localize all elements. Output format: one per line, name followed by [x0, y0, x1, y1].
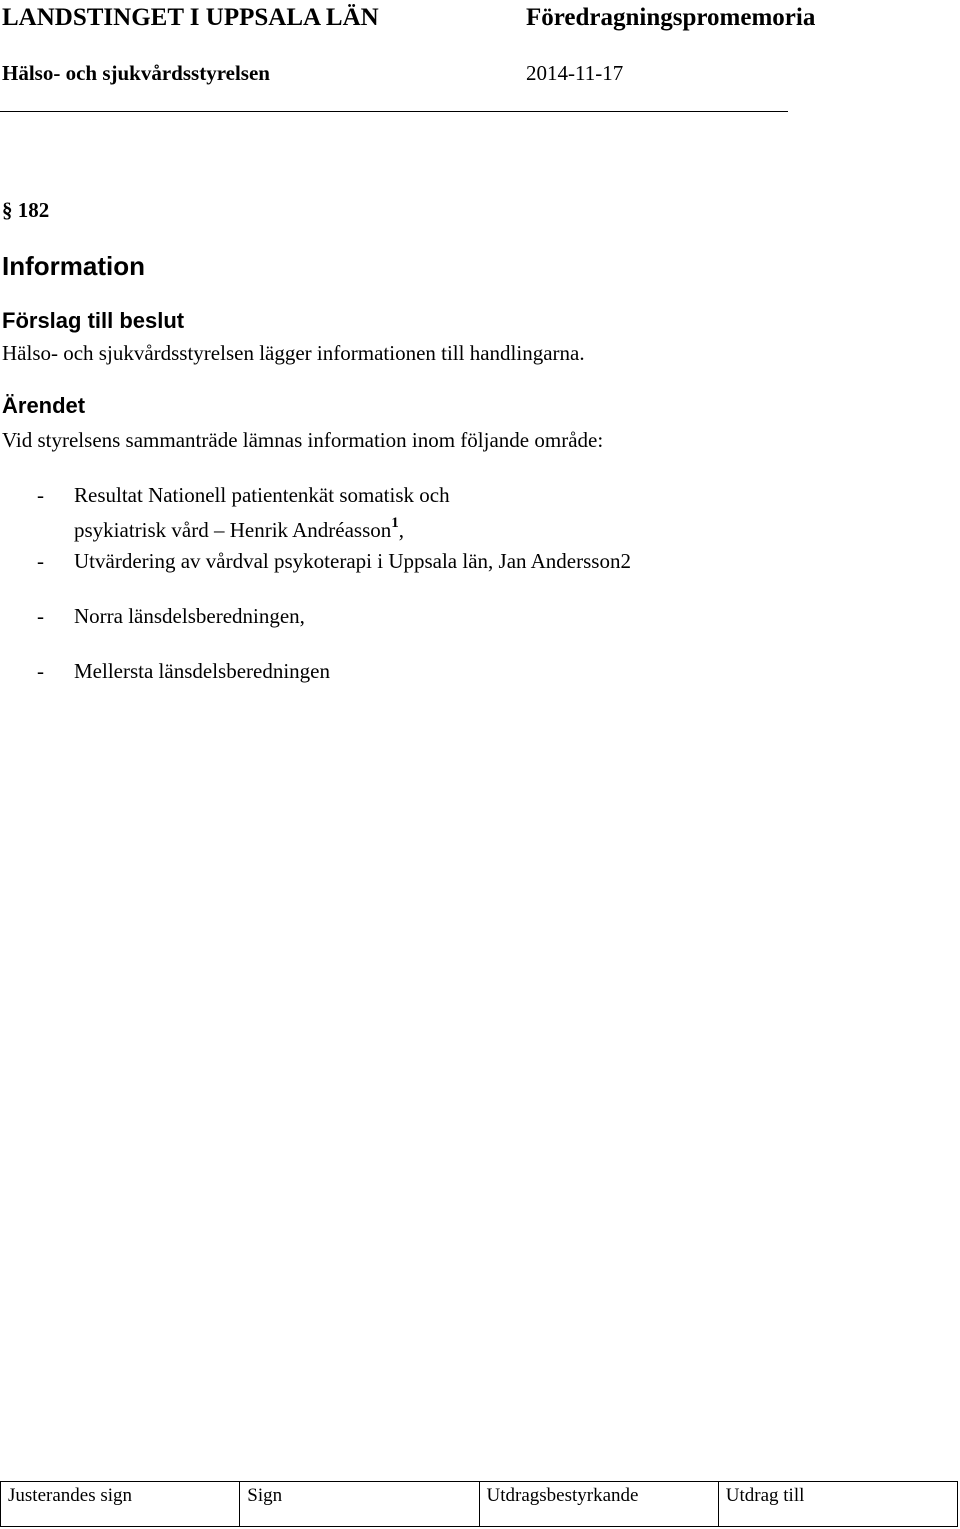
board-name: Hälso- och sjukvårdsstyrelsen: [2, 61, 270, 85]
list-bullet: -: [37, 483, 44, 507]
organization-name: LANDSTINGET I UPPSALA LÄN: [2, 4, 379, 31]
signature-cell-utdragsbestyrkande: Utdragsbestyrkande: [480, 1482, 719, 1526]
document-type: Föredragningspromemoria: [526, 4, 816, 31]
signature-table: [0, 1481, 958, 1527]
list-item-1-tail: ,: [398, 518, 405, 542]
footnote-marker: 1: [391, 515, 399, 531]
matter-heading: Ärendet: [2, 393, 86, 418]
header-divider: [0, 111, 788, 112]
matter-text: Vid styrelsens sammanträde lämnas information inom följande område:: [2, 428, 604, 452]
paragraph-number: § 182: [2, 198, 50, 222]
list-bullet: -: [37, 659, 44, 683]
list-bullet: -: [37, 604, 44, 628]
list-item-1-text: psykiatrisk vård – Henrik Andréasson: [74, 518, 392, 542]
list-item-3: Norra länsdelsberedningen,: [74, 604, 305, 628]
list-item-1-line-2: [74, 515, 405, 543]
signature-cell-justerandes: Justerandes sign: [1, 1482, 240, 1526]
proposal-heading: Förslag till beslut: [2, 308, 185, 333]
list-item-4: Mellersta länsdelsberedningen: [74, 659, 330, 683]
document-date: 2014-11-17: [526, 61, 624, 85]
list-bullet: -: [37, 549, 44, 573]
list-item-1-line-1: Resultat Nationell patientenkät somatisk och: [74, 483, 450, 507]
signature-cell-utdrag-till: Utdrag till: [725, 1485, 805, 1506]
section-title: Information: [2, 251, 145, 281]
signature-cell-sign: Sign: [240, 1482, 479, 1526]
proposal-text: Hälso- och sjukvårdsstyrelsen lägger informationen till handlingarna.: [2, 341, 585, 365]
list-item-2: Utvärdering av vårdval psykoterapi i Uppsala län, Jan Andersson2: [74, 549, 631, 573]
